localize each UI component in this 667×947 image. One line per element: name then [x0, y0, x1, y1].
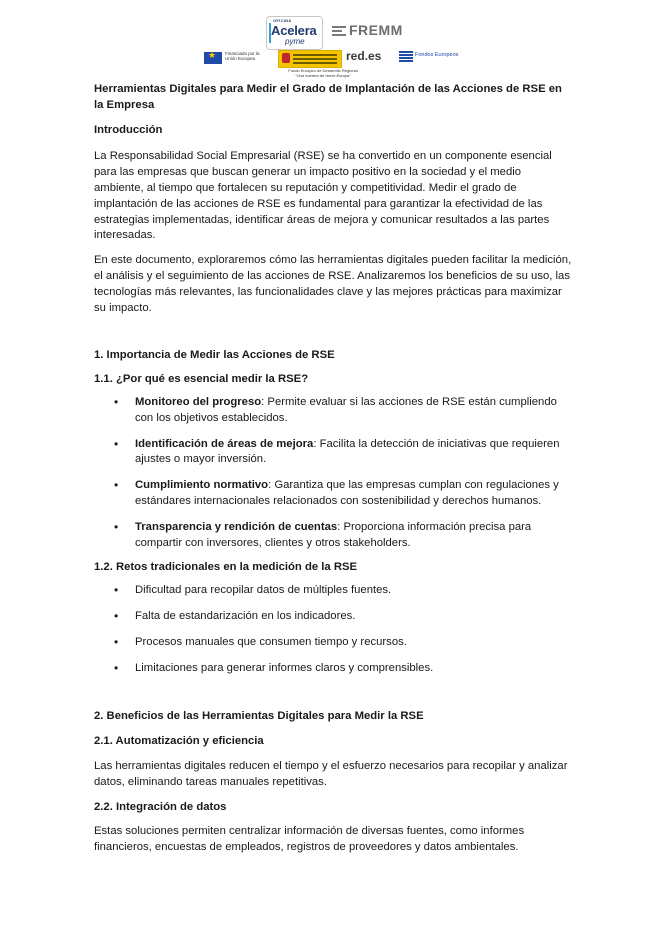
feder-caption	[283, 68, 363, 78]
acelera-small-label: OFICINA	[273, 18, 292, 23]
fondos-europeos-text: Fondos Europeos	[415, 52, 459, 58]
feder-caption-line: Fondo Europeo de Desarrollo Regional	[288, 68, 358, 73]
intro-paragraph-1: La Responsabilidad Social Empresarial (RSE) se ha convertido en un componente esencial para las empresas que buscan generar un impacto positivo en la sociedad y el medio ambiente, al tiempo que fortalecen su reputación y competitividad. Medir el grado de implantación de las acciones de RSE es fundamental para garantizar la efectividad de las estrategias implementadas, identificar áreas de mejora y comunicar resultados a las partes interesadas.	[94, 150, 552, 242]
ministry-text-lines	[293, 54, 337, 66]
redes-logo: red.es	[346, 49, 382, 63]
feder-motto: "Una manera de hacer Europa"	[295, 73, 351, 78]
document-body	[94, 82, 572, 856]
section-2-heading: 2. Beneficios de las Herramientas Digitales para Medir la RSE	[94, 710, 424, 723]
list-item: • Cumplimiento normativo: Garantiza que las empresas cumplan con regulaciones y estándares internacionales relacionados con sostenibilidad y derechos humanos.	[94, 478, 572, 510]
section-1-1-list	[94, 395, 572, 551]
section-1-1-heading: 1.1. ¿Por qué es esencial medir la RSE?	[94, 373, 309, 386]
list-item: • Limitaciones para generar informes claros y comprensibles.	[94, 661, 572, 677]
section-2-1-text: Las herramientas digitales reducen el tiempo y el esfuerzo necesarios para recopilar y analizar datos, eliminando tareas manuales repetitivas.	[94, 759, 568, 788]
fremm-bars-icon	[332, 26, 346, 38]
fondos-europeos-icon	[399, 51, 413, 63]
coat-of-arms-icon	[282, 53, 290, 63]
list-item: • Procesos manuales que consumen tiempo y recursos.	[94, 635, 572, 651]
header-logos-top	[0, 14, 667, 50]
fremm-text: FREMM	[349, 22, 403, 38]
document-title: Herramientas Digitales para Medir el Grado de Implantación de las Acciones de RSE en la Empresa	[94, 83, 562, 111]
list-item: • Falta de estandarización en los indicadores.	[94, 609, 572, 625]
gobierno-espana-logo	[278, 50, 342, 68]
section-2-2-heading: 2.2. Integración de datos	[94, 800, 227, 813]
acelera-pyme-logo	[266, 16, 323, 50]
header-logos-bottom	[0, 48, 667, 80]
eu-funding-text: Financiado por la Unión Europea	[225, 51, 260, 61]
section-2-1-heading: 2.1. Automatización y eficiencia	[94, 735, 264, 748]
list-item: • Monitoreo del progreso: Permite evaluar si las acciones de RSE están cumpliendo con los objetivos establecidos.	[94, 395, 572, 427]
section-1-2-list	[94, 583, 572, 676]
acelera-pyme: pyme	[285, 37, 305, 46]
section-2-2-text: Estas soluciones permiten centralizar información de diversas fuentes, como informes financieros, encuestas de empleados, registros de proveedores y datos ambientales.	[94, 825, 525, 854]
list-item: • Dificultad para recopilar datos de múltiples fuentes.	[94, 583, 572, 599]
intro-paragraph-2: En este documento, exploraremos cómo las herramientas digitales pueden facilitar la medición, el análisis y el seguimiento de las acciones de RSE. Analizaremos los beneficios de su uso, las tecnologías más relevantes, las funcionalidades clave y las mejores prácticas para maximizar su impacto.	[94, 254, 572, 314]
eu-flag-icon	[204, 52, 222, 64]
intro-heading: Introducción	[94, 123, 163, 136]
acelera-word: Acelera	[271, 23, 317, 38]
list-item: • Transparencia y rendición de cuentas: Proporciona información precisa para compartir con inversores, clientes y otros stakeholders.	[94, 520, 572, 552]
list-item: • Identificación de áreas de mejora: Facilita la detección de iniciativas que requieren ajustes o mayor inversión.	[94, 437, 572, 469]
section-1-2-heading: 1.2. Retos tradicionales en la medición de la RSE	[94, 561, 358, 574]
section-1-heading: 1. Importancia de Medir las Acciones de RSE	[94, 349, 335, 362]
